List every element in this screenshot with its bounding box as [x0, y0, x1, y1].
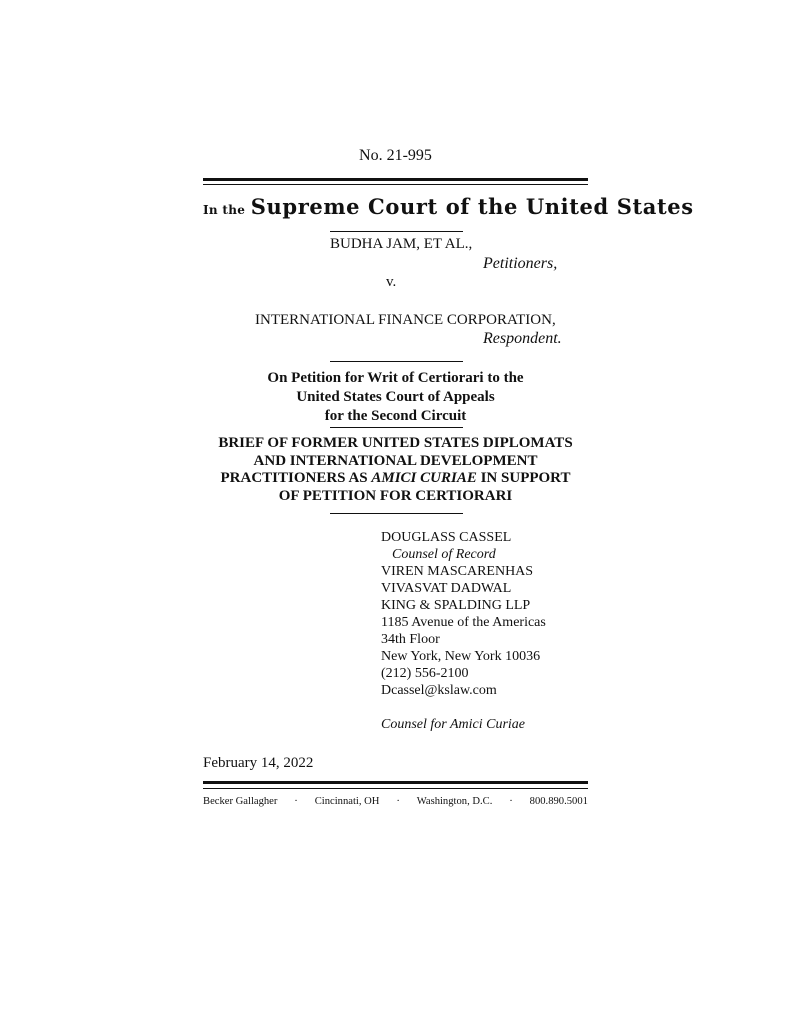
counsel-lead-role: Counsel of Record [392, 547, 496, 562]
counsel-for-amici: Counsel for Amici Curiae [381, 717, 526, 732]
printer-name: Becker Gallagher [203, 796, 278, 807]
top-rule-thick [203, 178, 588, 181]
printer-footer [203, 796, 588, 807]
brief-title-segment: IN SUPPORT [476, 470, 571, 486]
brief-title-line [203, 470, 588, 488]
court-prefix: In the [203, 203, 246, 217]
law-firm-name: KING & SPALDING LLP [381, 598, 531, 613]
address-line: New York, New York 10036 [381, 649, 541, 664]
counsel-attorney: VIVASVAT DADWAL [381, 581, 512, 596]
divider-rule [330, 361, 463, 362]
brief-title [203, 435, 588, 505]
counsel-lead-name: DOUGLASS CASSEL [381, 530, 512, 545]
petitioner-role: Petitioners, [483, 255, 558, 272]
counsel-attorney: VIREN MASCARENHAS [381, 564, 534, 579]
footer-separator: · [509, 796, 513, 807]
brief-title-line: AND INTERNATIONAL DEVELOPMENT [253, 452, 538, 469]
footer-separator: · [294, 796, 298, 807]
respondent-role: Respondent. [483, 330, 562, 347]
footer-separator: · [396, 796, 400, 807]
on-petition-block [203, 369, 588, 426]
address-line: 34th Floor [381, 632, 440, 647]
printer-phone: 800.890.5001 [529, 796, 588, 807]
email-address: Dcassel@kslaw.com [381, 683, 497, 698]
bottom-rule-thick [203, 781, 588, 784]
petitioner-name: BUDHA JAM, ET AL., [330, 236, 473, 252]
court-name-heading [203, 193, 694, 224]
docket-number: No. 21-995 [359, 147, 432, 164]
brief-title-line: OF PETITION FOR CERTIORARI [278, 487, 513, 504]
bottom-rule-thin [203, 788, 588, 789]
phone-number: (212) 556-2100 [381, 666, 469, 681]
counsel-block [381, 529, 546, 733]
spacer [381, 699, 546, 716]
versus-text: v. [386, 274, 397, 290]
divider-rule [330, 427, 463, 428]
filing-date: February 14, 2022 [203, 755, 314, 771]
respondent-name: INTERNATIONAL FINANCE CORPORATION, [255, 312, 556, 328]
brief-title-italic: AMICI CURIAE [371, 470, 477, 486]
divider-rule [330, 231, 463, 232]
court-name: Supreme Court of the United States [250, 194, 694, 219]
brief-title-segment: PRACTITIONERS AS [220, 470, 372, 486]
address-line: 1185 Avenue of the Americas [381, 615, 546, 630]
printer-city: Washington, D.C. [416, 796, 493, 807]
brief-title-line: BRIEF OF FORMER UNITED STATES DIPLOMATS [218, 435, 573, 451]
divider-rule [330, 513, 463, 514]
on-petition-line: United States Court of Appeals [296, 389, 495, 405]
printer-city: Cincinnati, OH [314, 796, 380, 807]
on-petition-line: for the Second Circuit [324, 408, 467, 424]
on-petition-line: On Petition for Writ of Certiorari to the [267, 370, 524, 386]
top-rule-thin [203, 184, 588, 185]
